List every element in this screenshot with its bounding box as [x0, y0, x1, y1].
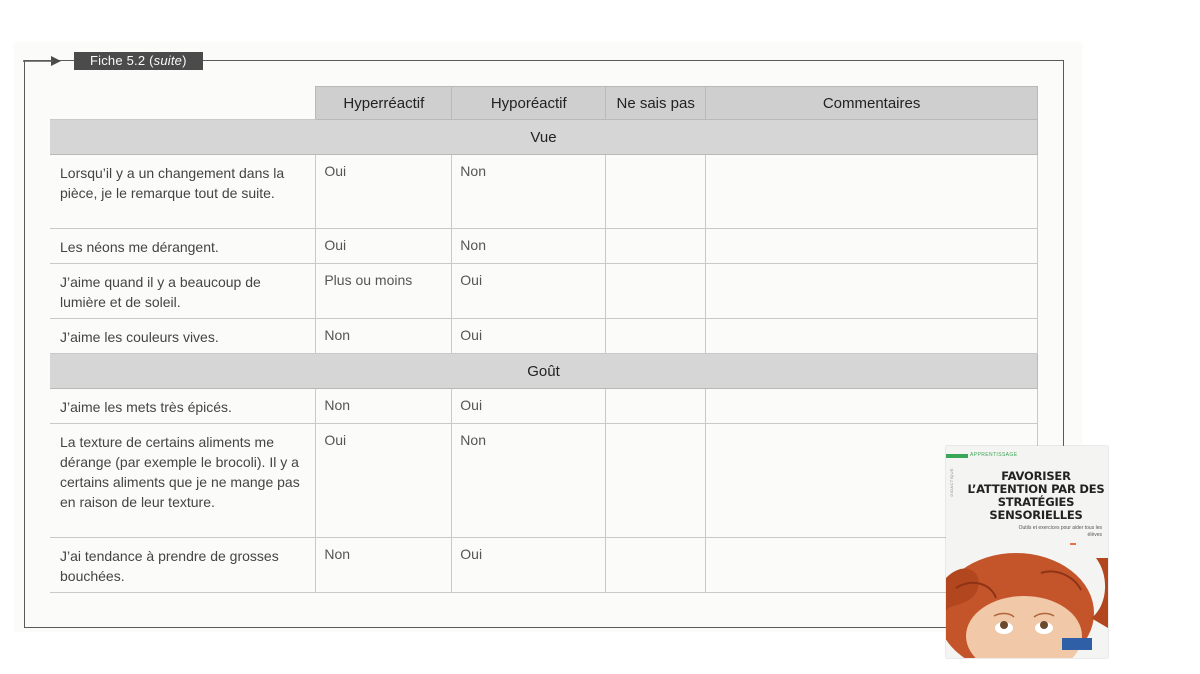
section-row-vue — [50, 120, 1038, 155]
question-cell: J’ai tendance à prendre de grosses bouchées. — [50, 538, 316, 593]
section-title: Goût — [50, 354, 1038, 389]
hypo-cell: Non — [452, 229, 606, 264]
hyper-cell: Oui — [316, 155, 452, 229]
comment-cell — [706, 389, 1038, 424]
book-subtitle: Outils et exercices pour aider tous les élèves — [1018, 525, 1102, 538]
question-cell: Lorsqu’il y a un changement dans la pièce, je le remarque tout de suite. — [50, 155, 316, 229]
publisher-logo — [1062, 638, 1092, 650]
comment-cell — [706, 264, 1038, 319]
nsp-cell — [606, 424, 706, 538]
nsp-cell — [606, 229, 706, 264]
book-cover — [946, 446, 1108, 658]
column-header-hyporeactif: Hyporéactif — [452, 87, 606, 120]
hypo-cell: Non — [452, 424, 606, 538]
table-header-row — [50, 87, 1038, 120]
nsp-cell — [606, 319, 706, 354]
column-header-ne-sais-pas: Ne sais pas — [606, 87, 706, 120]
column-header-commentaires: Commentaires — [706, 87, 1038, 120]
arrow-right-icon — [23, 53, 63, 69]
book-series: APPRENTISSAGE — [970, 452, 1018, 458]
book-title: FAVORISER L’ATTENTION PAR DES STRATÉGIES SENSORIELLES — [967, 469, 1105, 522]
hypo-cell: Oui — [452, 319, 606, 354]
comment-cell — [706, 319, 1038, 354]
question-cell: J’aime les mets très épicés. — [50, 389, 316, 424]
questionnaire-table — [50, 86, 1038, 593]
hyper-cell: Plus ou moins — [316, 264, 452, 319]
nsp-cell — [606, 155, 706, 229]
document-page — [14, 42, 1082, 632]
column-header-hyperreactif: Hyperréactif — [316, 87, 452, 120]
hypo-cell: Non — [452, 155, 606, 229]
hyper-cell: Non — [316, 319, 452, 354]
nsp-cell — [606, 389, 706, 424]
hypo-cell: Oui — [452, 538, 606, 593]
nsp-cell — [606, 264, 706, 319]
comment-cell — [706, 229, 1038, 264]
header-blank — [50, 87, 316, 120]
nsp-cell — [606, 538, 706, 593]
table-row — [50, 264, 1038, 319]
question-cell: J’aime quand il y a beaucoup de lumière et de soleil. — [50, 264, 316, 319]
hypo-cell: Oui — [452, 264, 606, 319]
book-side-label: DIDACTIQUE — [949, 468, 954, 497]
child-illustration — [946, 518, 1108, 658]
section-title: Vue — [50, 120, 1038, 155]
fiche-label: Fiche 5.2 (suite) — [74, 52, 203, 70]
hyper-cell: Non — [316, 389, 452, 424]
comment-cell — [706, 155, 1038, 229]
hyper-cell: Oui — [316, 229, 452, 264]
question-cell: La texture de certains aliments me dérange (par exemple le brocoli). Il y a certains aliments que je ne mange pas en raison de leur texture. — [50, 424, 316, 538]
series-bar — [946, 454, 968, 458]
hyper-cell: Oui — [316, 424, 452, 538]
table-row — [50, 319, 1038, 354]
table-row — [50, 229, 1038, 264]
section-row-gout — [50, 354, 1038, 389]
table-row — [50, 424, 1038, 538]
hyper-cell: Non — [316, 538, 452, 593]
hypo-cell: Oui — [452, 389, 606, 424]
author-badge — [1070, 543, 1076, 545]
question-cell: J’aime les couleurs vives. — [50, 319, 316, 354]
table-row — [50, 538, 1038, 593]
table-row — [50, 389, 1038, 424]
table-row — [50, 155, 1038, 229]
question-cell: Les néons me dérangent. — [50, 229, 316, 264]
